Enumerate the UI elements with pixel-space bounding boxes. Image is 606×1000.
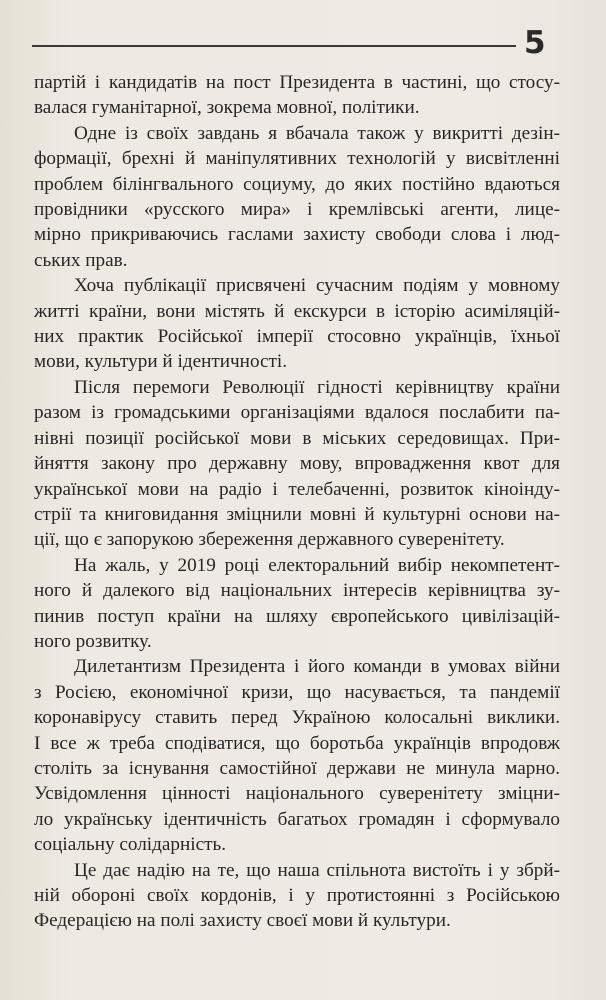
text-line: проблем білінгвального социуму, до яких постійно вдаються xyxy=(34,173,560,195)
text-line: провідники «русского мира» і кремлівські агенти, лице- xyxy=(34,199,560,221)
paragraph xyxy=(34,375,560,553)
paragraph xyxy=(34,553,560,655)
text-line: ції, що є запорукою збереження державного суверенітету. xyxy=(34,529,505,551)
text-line: коронавірусу ставить перед Україною колосальні виклики. xyxy=(34,707,560,729)
paragraph xyxy=(34,273,560,375)
text-line: соціальну солідарність. xyxy=(34,834,227,856)
text-line: стрії та книговидання зміцнили мовні й культурні основи на- xyxy=(34,503,560,525)
text-line: Дилетантизм Президента і його команди в умовах війни xyxy=(74,656,560,678)
text-line: ній обороні своїх кордонів, і у протистоянні з Російською xyxy=(34,885,560,906)
text-line: Усвідомлення цінності національного суверенітету зміцни- xyxy=(34,783,560,805)
text-line: житті країни, вони містять й екскурси в історію асиміляцій- xyxy=(34,300,560,322)
text-line: ських прав. xyxy=(34,249,128,271)
text-line: них практик Російської імперії стосовно українців, їхньої xyxy=(34,326,560,348)
text-line: Одне із своїх завдань я вбачала також у викритті дезін- xyxy=(74,122,560,144)
paragraph xyxy=(34,858,560,934)
paragraph xyxy=(34,654,560,857)
text-line: Федерацією на полі захисту своєї мови й культури. xyxy=(34,910,451,932)
text-line: століть за існування самостійної держави не минула марно. xyxy=(34,757,560,779)
text-line: ло українську ідентичність багатьох громадян і сформувало xyxy=(34,808,560,830)
text-line: І все ж треба сподіватися, що боротьба українців впродовж xyxy=(34,732,560,754)
text-line: з Росією, економічної кризи, що насувається, та пандемії xyxy=(34,681,560,703)
text-line: валася гуманітарної, зокрема мовної, політики. xyxy=(34,97,420,119)
text-line: ного розвитку. xyxy=(34,630,152,652)
text-line: мірно прикриваючись гаслами захисту свободи слова і люд- xyxy=(34,224,560,246)
header-rule xyxy=(32,45,516,47)
text-line: йняття закону про державну мову, впровадження квот для xyxy=(34,453,560,475)
text-line: Хоча публікації присвячені сучасним подіям у мовному xyxy=(74,275,560,297)
text-line: разом із громадськими організаціями вдалося послабити па- xyxy=(34,402,560,424)
paragraph xyxy=(34,70,560,121)
body-text xyxy=(34,70,560,934)
text-line: ного й далекого від національних інтересів керівництва зу- xyxy=(34,580,560,602)
text-line: формації, брехні й маніпулятивних технологій у висвітленні xyxy=(34,148,560,170)
paragraph xyxy=(34,121,560,273)
text-line: нівні позиції російської мови в міських середовищах. При- xyxy=(34,427,560,449)
text-line: української мови на радіо і телебаченні, розвиток кіноінду- xyxy=(34,478,560,500)
text-line: мови, культури й ідентичності. xyxy=(34,351,288,373)
text-line: Це дає надію на те, що наша спільнота вистоїть і у збрй- xyxy=(74,859,560,881)
text-line: партій і кандидатів на пост Президента в частині, що стосу- xyxy=(34,72,560,93)
text-line: пинив поступ країни на шляху європейського цивілізацій- xyxy=(34,605,560,627)
text-line: На жаль, у 2019 році електоральний вибір некомпетент- xyxy=(74,554,560,576)
page-number: 5 xyxy=(524,25,546,61)
text-line: Після перемоги Революції гідності керівництву країни xyxy=(74,376,560,398)
